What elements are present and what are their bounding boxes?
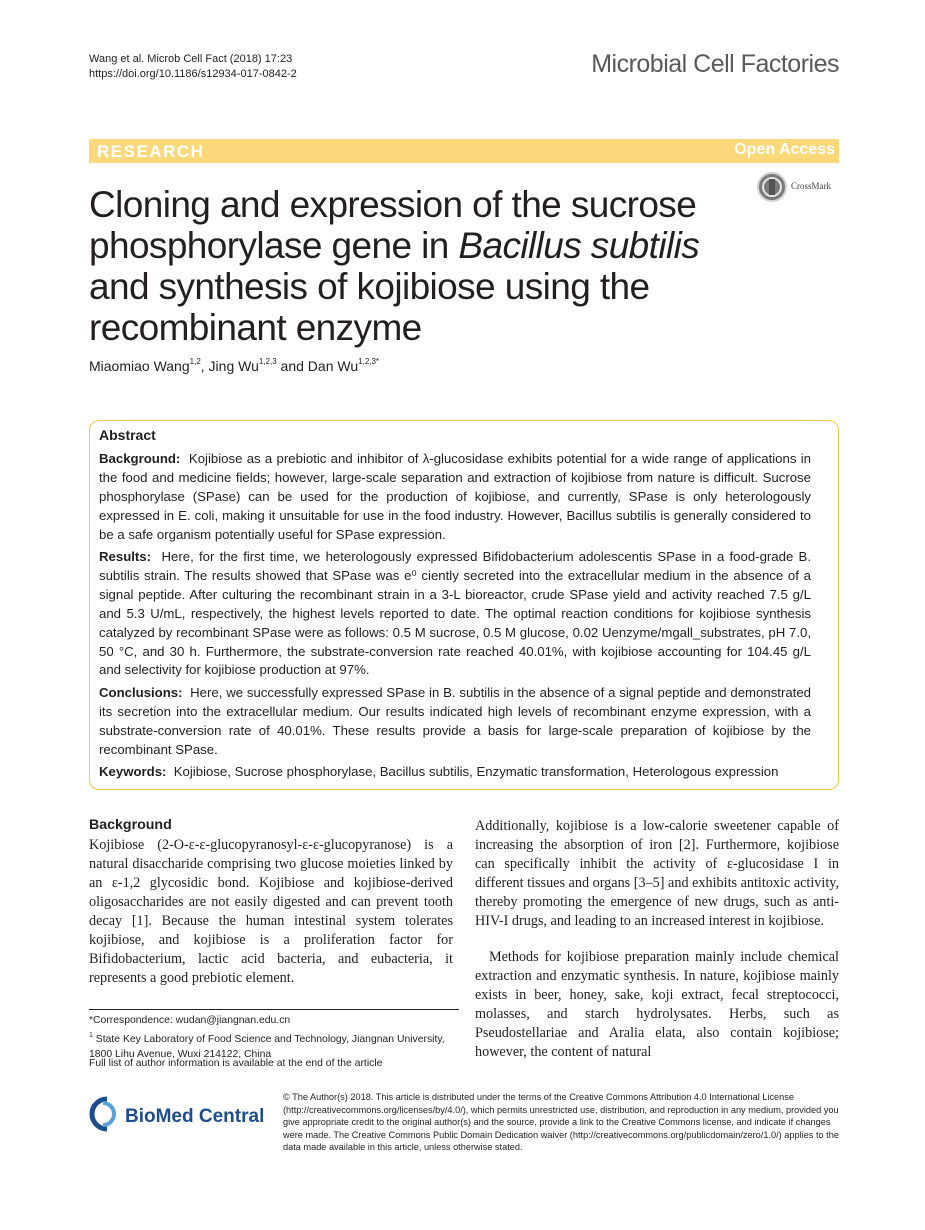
section-text: Here, we successfully expressed SPase in B. subtilis in the absence of a signal peptide and demonstrated its secretion into the extracellular medium. Our results indicated high levels of recombinant enzyme expression, with a substrate-conversion rate of 40.01%. These results provide a basis for large-scale preparation of kojibiose by the recombinant SPase. bbox=[99, 685, 812, 757]
author-name[interactable]: and Dan Wu bbox=[276, 358, 359, 374]
abstract-background bbox=[99, 450, 811, 545]
affiliation-sup: 1,2,3* bbox=[358, 357, 380, 366]
abstract-keywords bbox=[99, 763, 811, 782]
affiliation-sup: 1,2,3 bbox=[258, 357, 277, 366]
title-text-1: Cloning and expression of the sucrose phosphorylase gene in bbox=[89, 184, 697, 266]
article-type-label: RESEARCH bbox=[97, 142, 205, 161]
title-italic: Bacillus subtilis bbox=[458, 225, 700, 266]
author-list bbox=[89, 357, 379, 374]
section-label: Results: bbox=[99, 549, 152, 564]
body-right-paragraph-2: Methods for kojibiose preparation mainly include chemical extraction and enzymatic synthesis. In nature, kojibiose mainly exists in beer, honey, sake, koji extract, fecal streptococci, molasses, and starch hydrolysates. Herbs, such as Pseudostellariae and Aralia elata, also contain kojibiose; however, the content of natural bbox=[475, 949, 839, 1060]
correspondence-note[interactable]: *Correspondence: wudan@jiangnan.edu.cn bbox=[89, 1015, 291, 1026]
abstract-heading: Abstract bbox=[99, 427, 156, 443]
author-name[interactable]: , Jing Wu bbox=[200, 358, 259, 374]
body-left-column: Kojibiose (2-O-ε-ε-glucopyranosyl-ε-ε-glucopyranose) is a natural disaccharide comprising two glucose moieties linked by an ε-1,2 glycosidic bond. Kojibiose and kojibiose-derived oligosaccharides are not easily digested and can prevent tooth decay [1]. Because the human intestinal system tolerates kojibiose, and kojibiose is a proliferation factor for Bifidobacterium, lactic acid bacteria, and eubacteria, it represents a good prebiotic element. bbox=[89, 837, 453, 986]
abstract-results bbox=[99, 548, 811, 680]
open-access-label: Open Access bbox=[734, 141, 835, 158]
header-citation bbox=[89, 52, 297, 82]
section-text: Kojibiose as a prebiotic and inhibitor of λ-glucosidase exhibits potential for a wide range of applications in the food and medicine fields; however, large-scale separation and extraction of kojibiose from nature is difficult. Sucrose phosphorylase (SPase) can be used for the production of kojibiose, and currently, SPase is only heterologously expressed in E. coli, making it unsuitable for use in the food industry. However, Bacillus subtilis is generally considered to be a safe organism potentially useful for SPase expression. bbox=[99, 451, 811, 542]
bmc-icon bbox=[89, 1095, 269, 1133]
license-statement: © The Author(s) 2018. This article is distributed under the terms of the Creative Commons Attribution 4.0 International License (http://creativecommons.org/licenses/by/4.0/), which permits unrestricted use, distribution, and reproduction in any medium, provided you give appropriate credit to the original author(s) and the source, provide a link to the Creative Commons license, and indicate if changes were made. The Creative Commons Public Domain Dedication waiver (http://creativecommons.org/publicdomain/zero/1.0/) applies to the data made available in this article, unless otherwise stated. bbox=[283, 1092, 839, 1153]
footnote-divider bbox=[89, 1009, 459, 1010]
abstract-conclusions bbox=[99, 684, 811, 760]
author-info-note: Full list of author information is available at the end of the article bbox=[89, 1058, 383, 1069]
crossmark-label[interactable]: CrossMark bbox=[791, 181, 831, 191]
section-label: Keywords: bbox=[99, 764, 167, 779]
title-text-2: and synthesis of kojibiose using the recombinant enzyme bbox=[89, 266, 650, 348]
publisher-logo[interactable] bbox=[89, 1095, 269, 1133]
section-heading: Background bbox=[89, 817, 172, 833]
article-title bbox=[89, 184, 739, 348]
doi-link[interactable]: https://doi.org/10.1186/s12934-017-0842-2 bbox=[89, 68, 297, 80]
article-type-banner bbox=[89, 139, 839, 163]
journal-name: Microbial Cell Factories bbox=[591, 50, 839, 78]
publisher-name: BioMed Central bbox=[125, 1106, 265, 1127]
section-label: Background: bbox=[99, 451, 181, 466]
citation-line: Wang et al. Microb Cell Fact (2018) 17:23 bbox=[89, 53, 293, 65]
section-text: Kojibiose, Sucrose phosphorylase, Bacillus subtilis, Enzymatic transformation, Heterologous expression bbox=[173, 764, 779, 779]
affiliation-sup: 1,2 bbox=[189, 357, 201, 366]
crossmark-icon[interactable] bbox=[757, 172, 787, 202]
section-label: Conclusions: bbox=[99, 685, 183, 700]
body-right-paragraph-1: Additionally, kojibiose is a low-calorie sweetener capable of increasing the absorption of iron [2]. Furthermore, kojibiose can specifically inhibit the activity of ε-glucosidase I in different tissues and organs [3–5] and exhibits antitoxic activity, thereby promoting the emergence of new drugs, such as anti-HIV-I drugs, and leading to an increased interest in kojibiose. bbox=[475, 818, 839, 929]
author-name[interactable]: Miaomiao Wang bbox=[89, 358, 190, 374]
affiliation-sup: 1 bbox=[89, 1032, 93, 1039]
section-text: Here, for the first time, we heterologously expressed Bifidobacterium adolescentis SPase in a food-grade B. subtilis strain. The results showed that SPase was e⁰ ciently secreted into the extracellular medium in the absence of a signal peptide. After culturing the recombinant strain in a 3-L bioreactor, crude SPase yield and activity reached 7.5 g/L and 5.3 U/mL, respectively, the highest levels reported to date. The optimal reaction conditions for kojibiose synthesis catalyzed by recombinant SPase were as follows: 0.5 M sucrose, 0.5 M glucose, 0.02 Uenzyme/mgall_substrates, pH 7.0, 50 °C, and 30 h. Furthermore, the substrate-conversion rate reached 40.01%, with kojibiose accounting for 104.45 g/L and selectivity for kojibiose production at 97%. bbox=[99, 549, 812, 678]
affiliation-text: State Key Laboratory of Food Science and Technology, Jiangnan University, 1800 Lihu Avenue, Wuxi 214122, China bbox=[89, 1034, 445, 1060]
